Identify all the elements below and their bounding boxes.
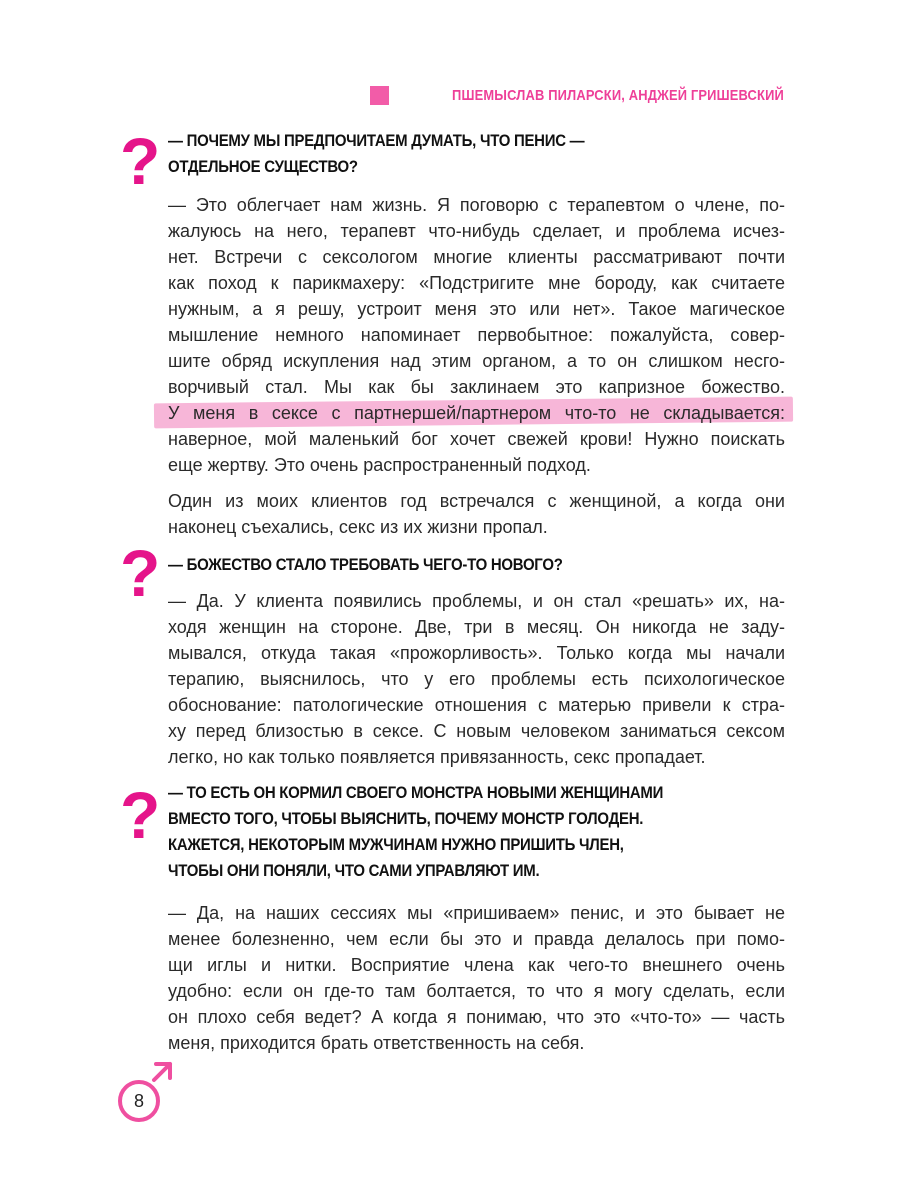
text-line: ходя женщин на стороне. Две, три в месяц. Он никогда не заду- bbox=[168, 617, 785, 637]
question-mark-icon: ? bbox=[120, 536, 161, 610]
question-mark-icon: ? bbox=[120, 124, 161, 198]
text-line: менее болезненно, чем если бы это и правда делалось при помо- bbox=[168, 929, 785, 949]
highlighted-text-line: У меня в сексе с партнершей/партнером что-то не складывается: bbox=[168, 400, 785, 426]
question-line: ЧТОБЫ ОНИ ПОНЯЛИ, ЧТО САМИ УПРАВЛЯЮТ ИМ. bbox=[168, 861, 540, 880]
answer-3 bbox=[168, 900, 785, 1056]
text-line: — Это облегчает нам жизнь. Я поговорю с терапевтом о члене, по- bbox=[168, 195, 785, 215]
text-line: как поход к парикмахеру: «Подстригите мне бороду, как считаете bbox=[168, 273, 785, 293]
answer-1-continued bbox=[168, 488, 785, 540]
answer-1 bbox=[168, 192, 785, 478]
text-line: — Да. У клиента появились проблемы, и он стал «решать» их, на- bbox=[168, 591, 785, 611]
text-line: меня, приходится брать ответственность на себя. bbox=[168, 1033, 585, 1053]
question-line: — БОЖЕСТВО СТАЛО ТРЕБОВАТЬ ЧЕГО-ТО НОВОГО? bbox=[168, 555, 563, 574]
question-line: — ТО ЕСТЬ ОН КОРМИЛ СВОЕГО МОНСТРА НОВЫМИ ЖЕНЩИНАМИ bbox=[168, 783, 664, 802]
text-line: щи иглы и нитки. Восприятие члена как чего-то внешнего очень bbox=[168, 955, 785, 975]
running-header bbox=[370, 86, 784, 105]
text-line: наверное, мой маленький бог хочет свежей крови! Нужно поискать bbox=[168, 429, 785, 449]
text-line: шите обряд искупления над этим органом, а то он слишком несго- bbox=[168, 351, 785, 371]
text-line: — Да, на наших сессиях мы «пришиваем» пенис, и это бывает не bbox=[168, 903, 785, 923]
question-line: ВМЕСТО ТОГО, ЧТОБЫ ВЫЯСНИТЬ, ПОЧЕМУ МОНСТР ГОЛОДЕН. bbox=[168, 809, 644, 828]
text-line: жалуюсь на него, терапевт что-нибудь сделает, и проблема исчез- bbox=[168, 221, 785, 241]
text-line: наконец съехались, секс из их жизни пропал. bbox=[168, 517, 548, 537]
question-1 bbox=[168, 128, 708, 180]
text-line: еще жертву. Это очень распространенный подход. bbox=[168, 455, 591, 475]
question-mark-icon: ? bbox=[120, 778, 161, 852]
text-line: нужным, а я решу, устроит меня это или нет». Такое магическое bbox=[168, 299, 785, 319]
question-line: — ПОЧЕМУ МЫ ПРЕДПОЧИТАЕМ ДУМАТЬ, ЧТО ПЕНИС — bbox=[168, 131, 585, 150]
question-line: ОТДЕЛЬНОЕ СУЩЕСТВО? bbox=[168, 157, 358, 176]
text-line: удобно: если он где-то там болтается, то что я могу сделать, если bbox=[168, 981, 785, 1001]
header-author: ПШЕМЫСЛАВ ПИЛАРСКИ, АНДЖЕЙ ГРИШЕВСКИЙ bbox=[452, 87, 784, 104]
text-line: он плохо себя ведет? А когда я понимаю, что это «что-то» — часть bbox=[168, 1007, 785, 1027]
text-line: обоснование: патологические отношения с матерью привели к стра- bbox=[168, 695, 785, 715]
text-line: Один из моих клиентов год встречался с женщиной, а когда они bbox=[168, 491, 785, 511]
question-line: КАЖЕТСЯ, НЕКОТОРЫМ МУЖЧИНАМ НУЖНО ПРИШИТЬ ЧЛЕН, bbox=[168, 835, 624, 854]
text-line: нет. Встречи с сексологом многие клиенты рассматривают почти bbox=[168, 247, 785, 267]
text-line: терапию, выяснилось, что у его проблемы есть психологическое bbox=[168, 669, 785, 689]
text-line: легко, но как только появляется привязанность, секс пропадает. bbox=[168, 747, 706, 767]
text-line: мывался, откуда такая «прожорливость». Только когда мы начали bbox=[168, 643, 785, 663]
answer-2 bbox=[168, 588, 785, 770]
text-line: ху перед близостью в сексе. С новым человеком заниматься сексом bbox=[168, 721, 785, 741]
text-line: ворчивый стал. Мы как бы заклинаем это капризное божество. bbox=[168, 377, 785, 397]
question-3 bbox=[168, 780, 708, 884]
question-2 bbox=[168, 552, 708, 578]
header-square-marker bbox=[370, 86, 389, 105]
text-line: мышление немного напоминает первобытное: пожалуйста, совер- bbox=[168, 325, 785, 345]
page-number: 8 bbox=[118, 1080, 160, 1122]
